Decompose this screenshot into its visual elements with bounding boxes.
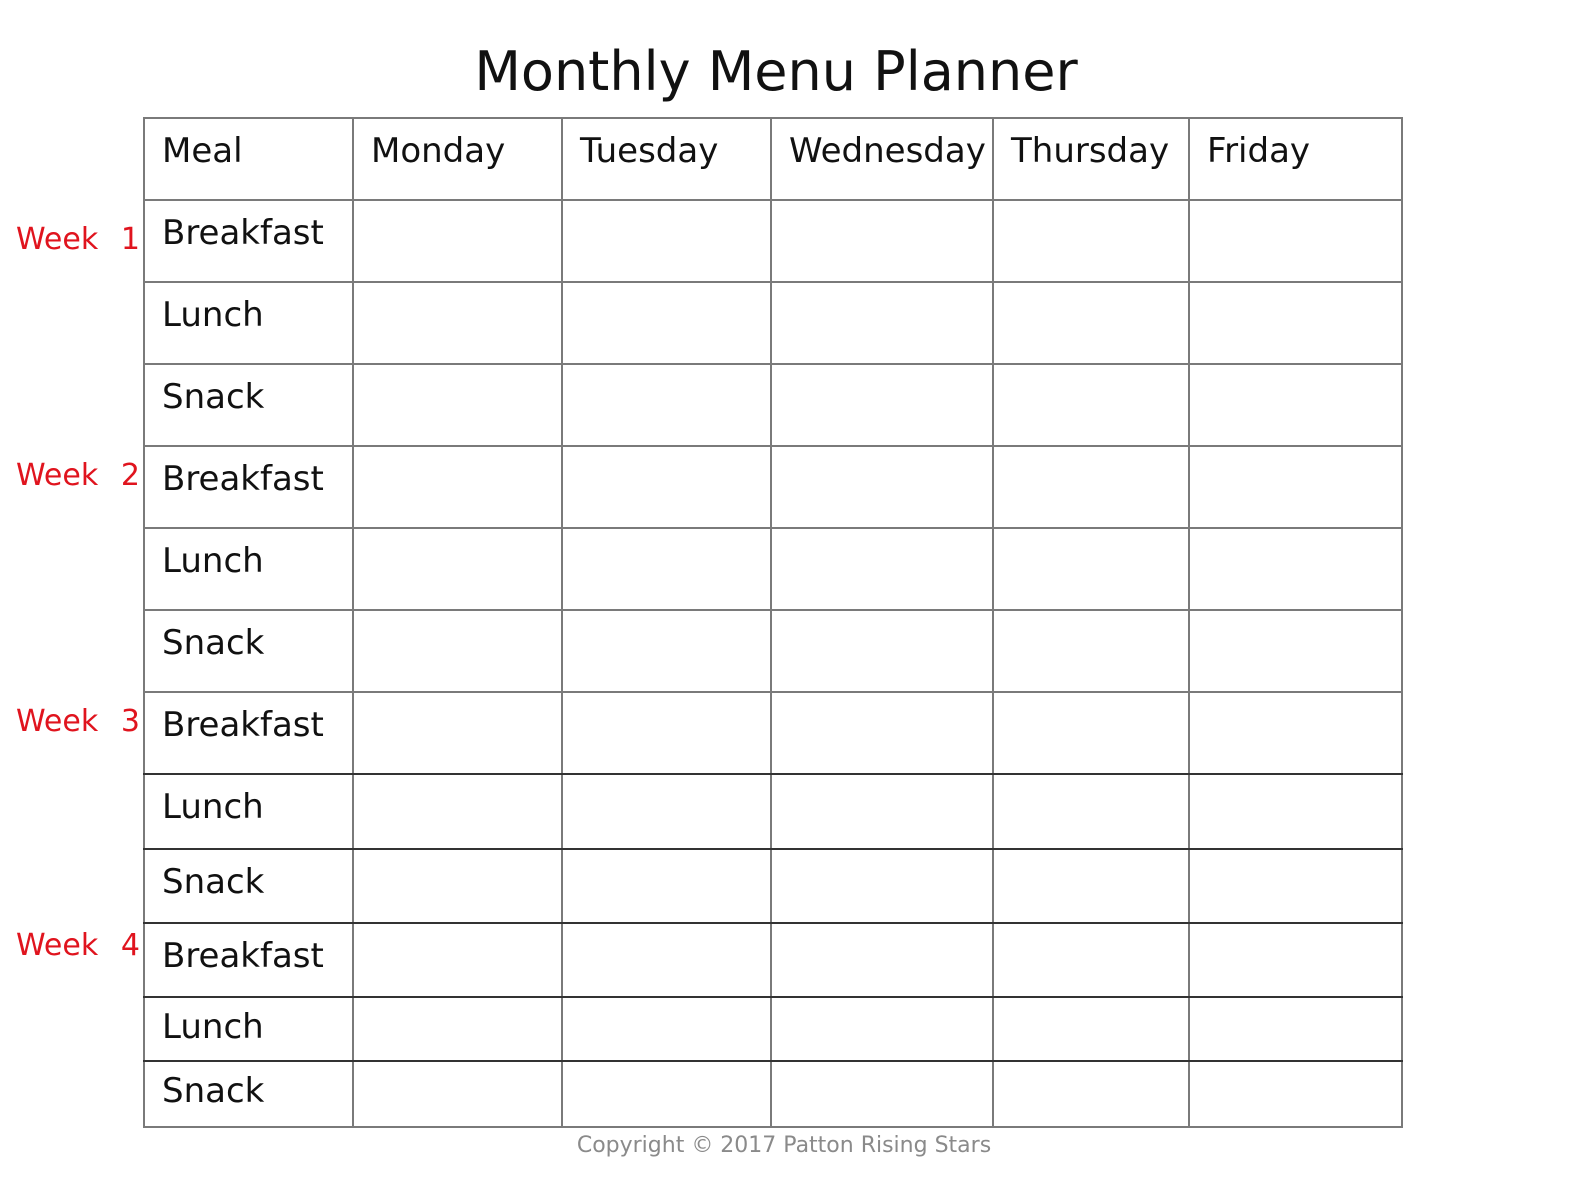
table-row (144, 1061, 1402, 1127)
table-row (144, 849, 1402, 923)
meal-label: Snack (144, 610, 353, 692)
menu-cell[interactable] (353, 446, 562, 528)
table-row (144, 923, 1402, 997)
menu-cell[interactable] (353, 1061, 562, 1127)
menu-cell[interactable] (353, 282, 562, 364)
menu-cell[interactable] (993, 997, 1189, 1061)
week-word: Week (16, 222, 99, 257)
menu-cell[interactable] (562, 692, 771, 774)
menu-cell[interactable] (771, 774, 993, 849)
meal-label: Breakfast (144, 446, 353, 528)
menu-cell[interactable] (1189, 528, 1402, 610)
table-row (144, 446, 1402, 528)
menu-cell[interactable] (1189, 200, 1402, 282)
meal-label: Lunch (144, 997, 353, 1061)
week-label-1 (16, 222, 140, 257)
header-wednesday: Wednesday (771, 118, 993, 200)
menu-cell[interactable] (993, 446, 1189, 528)
menu-cell[interactable] (771, 849, 993, 923)
menu-cell[interactable] (993, 282, 1189, 364)
menu-cell[interactable] (562, 610, 771, 692)
menu-cell[interactable] (1189, 997, 1402, 1061)
table-row (144, 997, 1402, 1061)
menu-planner-table (143, 117, 1403, 1128)
menu-cell[interactable] (1189, 282, 1402, 364)
table-row (144, 774, 1402, 849)
header-thursday: Thursday (993, 118, 1189, 200)
menu-cell[interactable] (353, 997, 562, 1061)
menu-cell[interactable] (353, 774, 562, 849)
menu-cell[interactable] (1189, 364, 1402, 446)
header-friday: Friday (1189, 118, 1402, 200)
menu-cell[interactable] (353, 200, 562, 282)
meal-label: Lunch (144, 528, 353, 610)
menu-cell[interactable] (353, 528, 562, 610)
menu-cell[interactable] (562, 200, 771, 282)
table-row (144, 282, 1402, 364)
meal-label: Breakfast (144, 692, 353, 774)
menu-cell[interactable] (993, 923, 1189, 997)
table-row (144, 200, 1402, 282)
menu-cell[interactable] (771, 923, 993, 997)
menu-cell[interactable] (562, 364, 771, 446)
menu-cell[interactable] (771, 610, 993, 692)
menu-cell[interactable] (1189, 446, 1402, 528)
menu-cell[interactable] (562, 774, 771, 849)
menu-cell[interactable] (771, 997, 993, 1061)
menu-cell[interactable] (562, 923, 771, 997)
menu-cell[interactable] (562, 528, 771, 610)
menu-cell[interactable] (1189, 923, 1402, 997)
menu-cell[interactable] (993, 692, 1189, 774)
menu-cell[interactable] (1189, 774, 1402, 849)
header-meal: Meal (144, 118, 353, 200)
table-row (144, 528, 1402, 610)
menu-cell[interactable] (771, 528, 993, 610)
menu-cell[interactable] (353, 692, 562, 774)
meal-label: Snack (144, 849, 353, 923)
menu-cell[interactable] (993, 1061, 1189, 1127)
meal-label: Lunch (144, 282, 353, 364)
meal-label: Snack (144, 1061, 353, 1127)
meal-label: Breakfast (144, 200, 353, 282)
menu-cell[interactable] (771, 282, 993, 364)
menu-cell[interactable] (1189, 610, 1402, 692)
menu-cell[interactable] (771, 692, 993, 774)
week-number: 2 (120, 458, 140, 493)
week-word: Week (16, 928, 99, 963)
page-title: Monthly Menu Planner (474, 40, 1078, 103)
menu-cell[interactable] (562, 282, 771, 364)
menu-cell[interactable] (1189, 1061, 1402, 1127)
menu-cell[interactable] (353, 849, 562, 923)
table-row (144, 364, 1402, 446)
week-label-3 (16, 704, 140, 739)
menu-cell[interactable] (771, 364, 993, 446)
table-row (144, 692, 1402, 774)
menu-cell[interactable] (353, 923, 562, 997)
table-row (144, 610, 1402, 692)
menu-cell[interactable] (562, 446, 771, 528)
menu-cell[interactable] (993, 774, 1189, 849)
week-number: 1 (120, 222, 140, 257)
week-word: Week (16, 704, 99, 739)
menu-cell[interactable] (1189, 849, 1402, 923)
week-word: Week (16, 458, 99, 493)
meal-label: Breakfast (144, 923, 353, 997)
header-monday: Monday (353, 118, 562, 200)
menu-cell[interactable] (993, 849, 1189, 923)
menu-cell[interactable] (353, 364, 562, 446)
week-number: 3 (120, 704, 140, 739)
menu-cell[interactable] (562, 997, 771, 1061)
meal-label: Lunch (144, 774, 353, 849)
copyright-notice: Copyright © 2017 Patton Rising Stars (576, 1133, 992, 1158)
menu-cell[interactable] (993, 364, 1189, 446)
week-number: 4 (120, 928, 140, 963)
week-label-2 (16, 458, 140, 493)
menu-cell[interactable] (562, 849, 771, 923)
meal-label: Snack (144, 364, 353, 446)
menu-cell[interactable] (993, 610, 1189, 692)
menu-cell[interactable] (771, 1061, 993, 1127)
table-header-row (144, 118, 1402, 200)
menu-cell[interactable] (562, 1061, 771, 1127)
week-label-4 (16, 928, 140, 963)
menu-cell[interactable] (353, 610, 562, 692)
menu-cell[interactable] (771, 200, 993, 282)
menu-cell[interactable] (1189, 692, 1402, 774)
menu-cell[interactable] (993, 528, 1189, 610)
header-tuesday: Tuesday (562, 118, 771, 200)
menu-cell[interactable] (993, 200, 1189, 282)
menu-cell[interactable] (771, 446, 993, 528)
